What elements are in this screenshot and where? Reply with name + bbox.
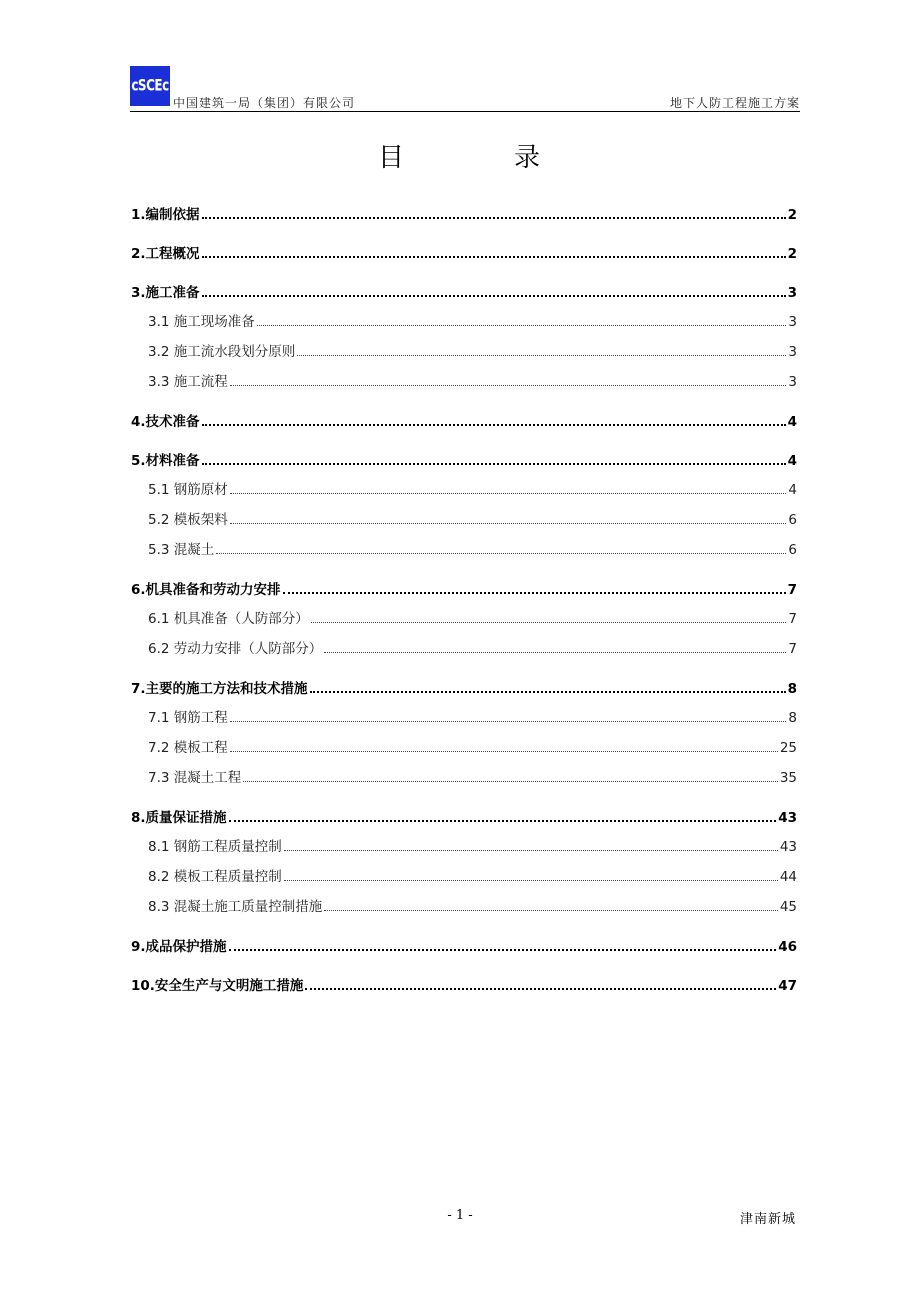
toc-leader-dots — [202, 295, 786, 297]
project-name: 津南新城 — [739, 1212, 796, 1227]
toc-leader-dots — [243, 781, 778, 782]
toc-leader-dots — [230, 523, 787, 524]
toc-entry-page: 4 — [788, 482, 797, 498]
toc-entry-label: 7.1 钢筋工程 — [148, 710, 228, 726]
toc-leader-dots — [229, 820, 777, 822]
toc-entry[interactable] — [131, 607, 797, 631]
toc-leader-dots — [202, 424, 786, 426]
toc-entry[interactable] — [131, 538, 797, 562]
header-divider — [130, 111, 800, 112]
toc-leader-dots — [310, 691, 786, 693]
toc-heading-right: 录 — [514, 143, 543, 173]
toc-entry[interactable] — [131, 578, 797, 602]
toc-entry-page: 2 — [787, 207, 797, 223]
toc-entry-page: 47 — [778, 978, 797, 994]
toc-entry-label: 7.主要的施工方法和技术措施 — [131, 681, 308, 697]
toc-entry-label: 5.1 钢筋原材 — [148, 482, 228, 498]
toc-entry[interactable] — [131, 736, 797, 760]
toc-leader-dots — [284, 850, 778, 851]
toc-leader-dots — [229, 949, 777, 951]
toc-entry[interactable] — [131, 410, 797, 434]
toc-leader-dots — [202, 256, 786, 258]
page-number: - 1 - — [447, 1208, 473, 1223]
toc-leader-dots — [257, 325, 787, 326]
logo-text: cSCEc — [131, 75, 169, 95]
toc-leader-dots — [202, 217, 786, 219]
company-logo — [130, 66, 170, 106]
toc-leader-dots — [230, 385, 787, 386]
toc-entry-label: 8.2 模板工程质量控制 — [148, 869, 282, 885]
toc-entry-label: 6.机具准备和劳动力安排 — [131, 582, 281, 598]
toc-entry-label: 5.3 混凝土 — [148, 542, 215, 558]
toc-entry[interactable] — [131, 281, 797, 305]
toc-entry[interactable] — [131, 974, 797, 998]
toc-leader-dots — [283, 592, 786, 594]
toc-entry[interactable] — [131, 865, 797, 889]
toc-entry[interactable] — [131, 835, 797, 859]
toc-entry-page: 35 — [779, 770, 797, 786]
toc-entry-label: 8.1 钢筋工程质量控制 — [148, 839, 282, 855]
toc-entry[interactable] — [131, 310, 797, 334]
toc-entry[interactable] — [131, 508, 797, 532]
toc-entry[interactable] — [131, 478, 797, 502]
toc-leader-dots — [230, 721, 787, 722]
toc-leader-dots — [311, 622, 787, 623]
toc-entry-page: 4 — [787, 453, 797, 469]
toc-leader-dots — [305, 988, 776, 990]
toc-entry-page: 43 — [778, 810, 797, 826]
toc-entry-page: 6 — [788, 542, 797, 558]
toc-entry-page: 8 — [788, 710, 797, 726]
toc-entry[interactable] — [131, 340, 797, 364]
toc-entry-label: 3.施工准备 — [131, 285, 200, 301]
toc-entry[interactable] — [131, 706, 797, 730]
toc-entry-page: 6 — [788, 512, 797, 528]
toc-leader-dots — [230, 493, 787, 494]
toc-entry-page: 45 — [779, 899, 797, 915]
toc-heading — [0, 137, 920, 174]
toc-entry-page: 46 — [778, 939, 797, 955]
toc-entry-label: 7.3 混凝土工程 — [148, 770, 242, 786]
toc-entry-label: 6.1 机具准备（人防部分） — [148, 611, 309, 627]
document-title: 地下人防工程施工方案 — [669, 96, 800, 110]
page-header — [130, 62, 800, 112]
toc-leader-dots — [324, 652, 786, 653]
toc-leader-dots — [230, 751, 778, 752]
toc-entry-page: 44 — [779, 869, 797, 885]
toc-entry-label: 3.3 施工流程 — [148, 374, 228, 390]
toc-entry[interactable] — [131, 935, 797, 959]
toc-entry-label: 3.1 施工现场准备 — [148, 314, 255, 330]
toc-entry-label: 3.2 施工流水段划分原则 — [148, 344, 296, 360]
toc-entry-page: 7 — [787, 582, 797, 598]
toc-entry-page: 2 — [787, 246, 797, 262]
toc-entry-page: 3 — [788, 344, 797, 360]
toc-entry[interactable] — [131, 449, 797, 473]
toc-entry-page: 8 — [787, 681, 797, 697]
toc-entry[interactable] — [131, 203, 797, 227]
toc-leader-dots — [216, 553, 786, 554]
toc-entry-label: 8.3 混凝土施工质量控制措施 — [148, 899, 323, 915]
toc-entry-label: 1.编制依据 — [131, 207, 200, 223]
toc-entry-label: 9.成品保护措施 — [131, 939, 227, 955]
toc-entry-page: 3 — [787, 285, 797, 301]
toc-entry-page: 7 — [788, 641, 797, 657]
toc-leader-dots — [297, 355, 786, 356]
toc-entry-label: 4.技术准备 — [131, 414, 200, 430]
toc-entry-page: 25 — [779, 740, 797, 756]
toc-entry[interactable] — [131, 766, 797, 790]
toc-entry-label: 5.材料准备 — [131, 453, 200, 469]
toc-entry-label: 7.2 模板工程 — [148, 740, 228, 756]
toc-entry-label: 2.工程概况 — [131, 246, 200, 262]
toc-entry-page: 3 — [788, 314, 797, 330]
toc-leader-dots — [202, 463, 786, 465]
toc-entry[interactable] — [131, 370, 797, 394]
toc-entry[interactable] — [131, 806, 797, 830]
toc-entry-label: 8.质量保证措施 — [131, 810, 227, 826]
toc-leader-dots — [324, 910, 778, 911]
toc-entry-page: 7 — [788, 611, 797, 627]
toc-entry-page: 4 — [787, 414, 797, 430]
toc-entry-page: 43 — [779, 839, 797, 855]
toc-entry-label: 10.安全生产与文明施工措施 — [131, 978, 304, 994]
toc-entry[interactable] — [131, 637, 797, 661]
toc-entry-label: 6.2 劳动力安排（人防部分） — [148, 641, 323, 657]
toc-entry[interactable] — [131, 895, 797, 919]
toc-entry-page: 3 — [788, 374, 797, 390]
toc-leader-dots — [284, 880, 778, 881]
toc-entry-label: 5.2 模板架料 — [148, 512, 228, 528]
toc-entry[interactable] — [131, 242, 797, 266]
toc-heading-left: 目 — [377, 143, 406, 173]
company-name: 中国建筑一局（集团）有限公司 — [173, 96, 356, 110]
toc-entry[interactable] — [131, 677, 797, 701]
